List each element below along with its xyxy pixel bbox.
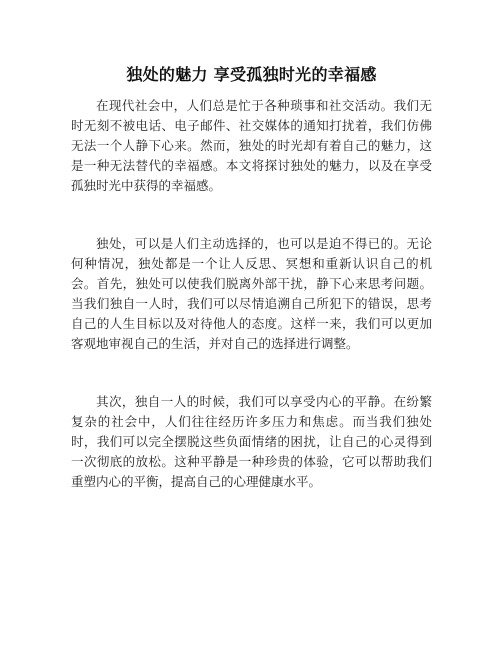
document-title: 独处的魅力 享受孤独时光的幸福感 (126, 65, 377, 84)
paragraph-2: 独处，可以是人们主动选择的，也可以是迫不得已的。无论何种情况，独处都是一个让人反思、冥想和重新认识自己的机会。首先，独处可以使我们脱离外部干扰，静下心来思考问题。当我们独自一人时，我们可以尽情追溯自己所犯下的错误，思考自己的人生目标以及对待他人的态度。这样一来，我们可以更加客观地审视自己的生活，并对自己的选择进行调整。 (71, 236, 432, 351)
paragraph-3: 其次，独自一人的时候，我们可以享受内心的平静。在纷繁复杂的社会中，人们往往经历许多压力和焦虑。而当我们独处时，我们可以完全摆脱这些负面情绪的困扰，让自己的心灵得到一次彻底的放松。这种平静是一种珍贵的体验，它可以帮助我们重塑内心的平衡，提高自己的心理健康水平。 (71, 394, 432, 489)
paragraph-1: 在现代社会中，人们总是忙于各种琐事和社交活动。我们无时无刻不被电话、电子邮件、社交媒体的通知打扰着，我们仿佛无法一个人静下心来。然而，独处的时光却有着自己的魅力，这是一种无法替代的幸福感。本文将探讨独处的魅力，以及在享受孤独时光中获得的幸福感。 (71, 98, 432, 193)
